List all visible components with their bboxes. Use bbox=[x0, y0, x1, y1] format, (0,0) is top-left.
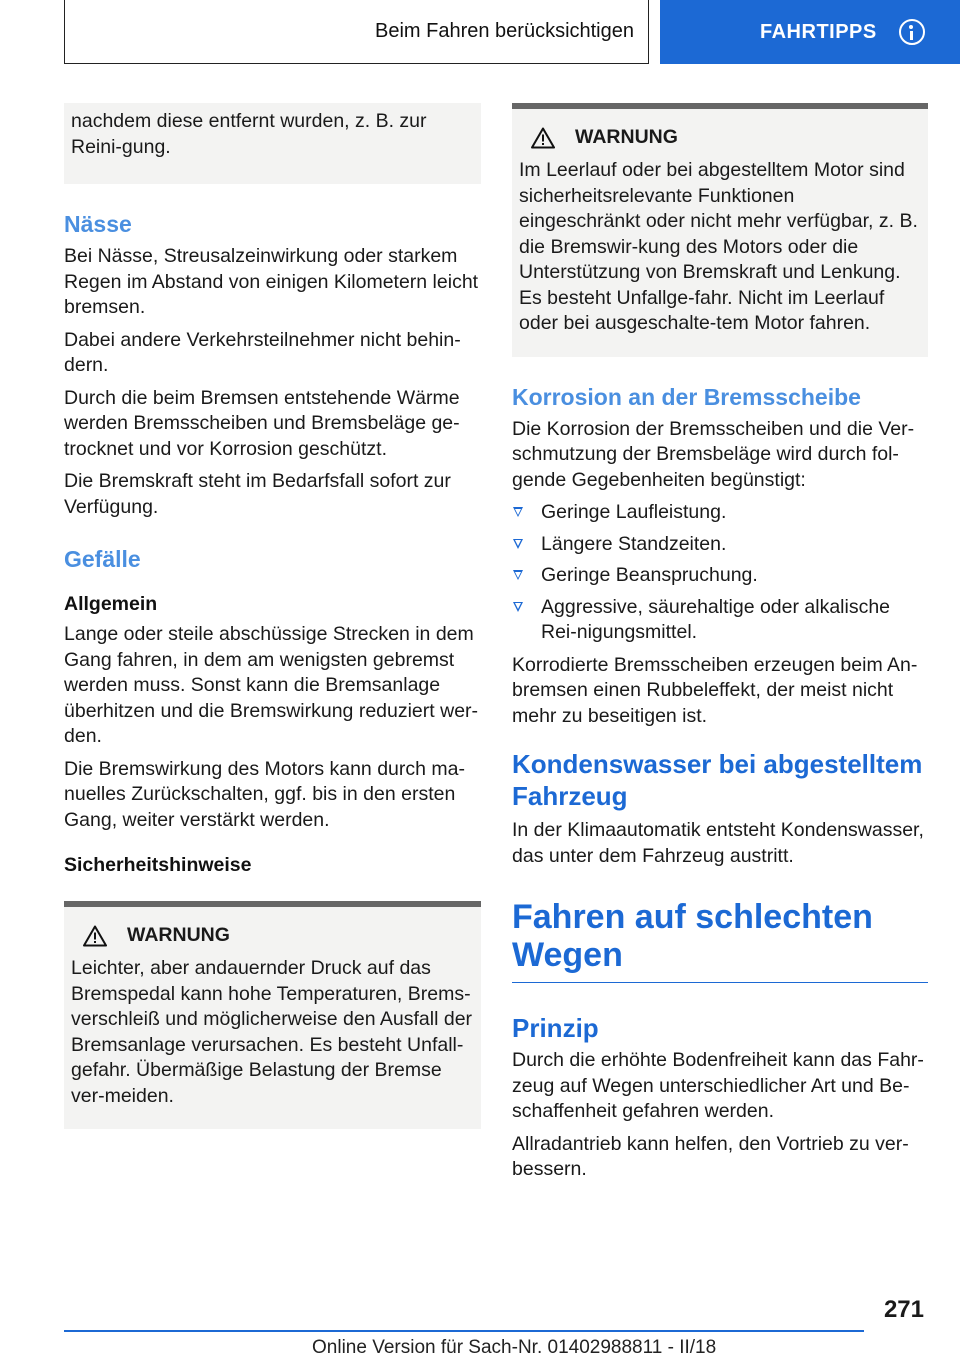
warning-text: Leichter, aber andauernder Druck auf das Bremspedal kann hohe Temperaturen, Brems‐verschleiß und möglicherweise den Ausfall der Bremsanlage verursachen. Es besteht Unfall‐gefahr. Übermäßige Belastung der Bremse ver‐meiden. bbox=[71, 957, 473, 1107]
paragraph: Durch die erhöhte Bodenfreiheit kann das Fahr‐zeug auf Wegen unterschiedlicher Art und Be‐schaffenheit gefahren werden. bbox=[512, 1049, 924, 1122]
warning-text: Im Leerlauf oder bei abgestelltem Motor sind sicherheitsrelevante Funktionen eingeschränkt oder nicht mehr verfügbar, z. B. die Bremswir‐kung des Motors oder die Unterstützung von Bremskraft und Lenkung. Es besteht Unfallge‐fahr. Nicht im Leerlauf oder bei ausgeschalte‐tem Motor fahren. bbox=[519, 159, 918, 334]
list-item: Geringe Laufleistung. bbox=[512, 500, 928, 526]
paragraph: Korrodierte Bremsscheiben erzeugen beim An‐bremsen einen Rubbeleffekt, der meist nicht mehr zu beseitigen ist. bbox=[512, 653, 918, 727]
continued-box bbox=[64, 103, 481, 184]
list-item: Geringe Beanspruchung. bbox=[512, 563, 928, 589]
page-number: 271 bbox=[883, 1296, 924, 1323]
warning-box bbox=[512, 103, 928, 357]
info-icon[interactable] bbox=[899, 19, 925, 45]
online-version-text: Online Version für Sach-Nr. 01402988811 - II/18 bbox=[312, 1337, 717, 1358]
paragraph: Durch die beim Bremsen entstehende Wärme werden Bremsscheiben und Bremsbeläge ge‐trocknet und vor Korrosion geschützt. bbox=[64, 386, 460, 460]
section-label: FAHRTIPPS bbox=[760, 20, 877, 43]
chapter-title-box bbox=[64, 0, 649, 64]
paragraph: In der Klimaautomatik entsteht Kondenswasser, das unter dem Fahrzeug austritt. bbox=[512, 819, 924, 867]
chapter-heading: Fahren auf schlechten Wegen bbox=[512, 898, 928, 983]
triangle-bullet-icon bbox=[513, 570, 523, 580]
warning-icon bbox=[83, 925, 107, 947]
korrosion-heading: Korrosion an der Bremsscheibe bbox=[512, 383, 861, 410]
paragraph: Bei Nässe, Streusalzeinwirkung oder starkem Regen im Abstand von einigen Kilometern leicht bremsen. bbox=[64, 245, 479, 318]
naesse-heading: Nässe bbox=[64, 211, 132, 237]
triangle-bullet-icon bbox=[513, 602, 523, 612]
paragraph: Dabei andere Verkehrsteilnehmer nicht behin‐dern. bbox=[64, 328, 461, 376]
left-column bbox=[64, 103, 481, 1129]
warning-icon bbox=[531, 127, 555, 149]
warning-title bbox=[71, 923, 474, 948]
paragraph: Lange oder steile abschüssige Strecken in dem Gang fahren, in dem am wenigsten gebremst werden muss. Sonst kann die Bremsanlage überhitzen und die Bremswirkung reduziert wer‐den. bbox=[64, 623, 479, 747]
kondenswasser-heading: Kondenswasser bei abgestelltem Fahrzeug bbox=[512, 749, 923, 811]
warning-box bbox=[64, 901, 481, 1129]
paragraph: Allradantrieb kann helfen, den Vortrieb zu ver‐bessern. bbox=[512, 1132, 909, 1180]
paragraph: Die Bremskraft steht im Bedarfsfall sofort zur Verfügung. bbox=[64, 470, 451, 518]
gefaelle-heading: Gefälle bbox=[64, 546, 141, 572]
korrosion-list bbox=[512, 500, 928, 646]
footer-divider bbox=[64, 1330, 864, 1332]
triangle-bullet-icon bbox=[513, 539, 523, 549]
chapter-title: Beim Fahren berücksichtigen bbox=[374, 20, 634, 42]
warning-title-text: WARNUNG bbox=[127, 924, 230, 946]
list-item: Aggressive, säurehaltige oder alkalische Rei‐nigungsmittel. bbox=[512, 595, 928, 646]
warning-title-text: WARNUNG bbox=[575, 126, 678, 148]
section-tab[interactable] bbox=[660, 0, 960, 64]
paragraph: Die Korrosion der Bremsscheiben und die Ver‐schmutzung der Bremsbeläge wird durch fol‐gende Gegebenheiten begünstigt: bbox=[512, 417, 915, 491]
triangle-bullet-icon bbox=[513, 507, 523, 517]
safety-heading: Sicherheitshinweise bbox=[64, 854, 252, 876]
right-column bbox=[512, 103, 928, 1190]
allgemein-heading: Allgemein bbox=[64, 593, 158, 615]
list-item: Längere Standzeiten. bbox=[512, 532, 928, 558]
paragraph: Die Bremswirkung des Motors kann durch ma‐nuelles Zurückschalten, ggf. bis in den ersten Gang, weiter verstärkt werden. bbox=[64, 757, 465, 831]
warning-title bbox=[519, 125, 921, 150]
continued-text: nachdem diese entfernt wurden, z. B. zur Reini‐gung. bbox=[71, 110, 427, 158]
prinzip-heading: Prinzip bbox=[512, 1013, 599, 1043]
